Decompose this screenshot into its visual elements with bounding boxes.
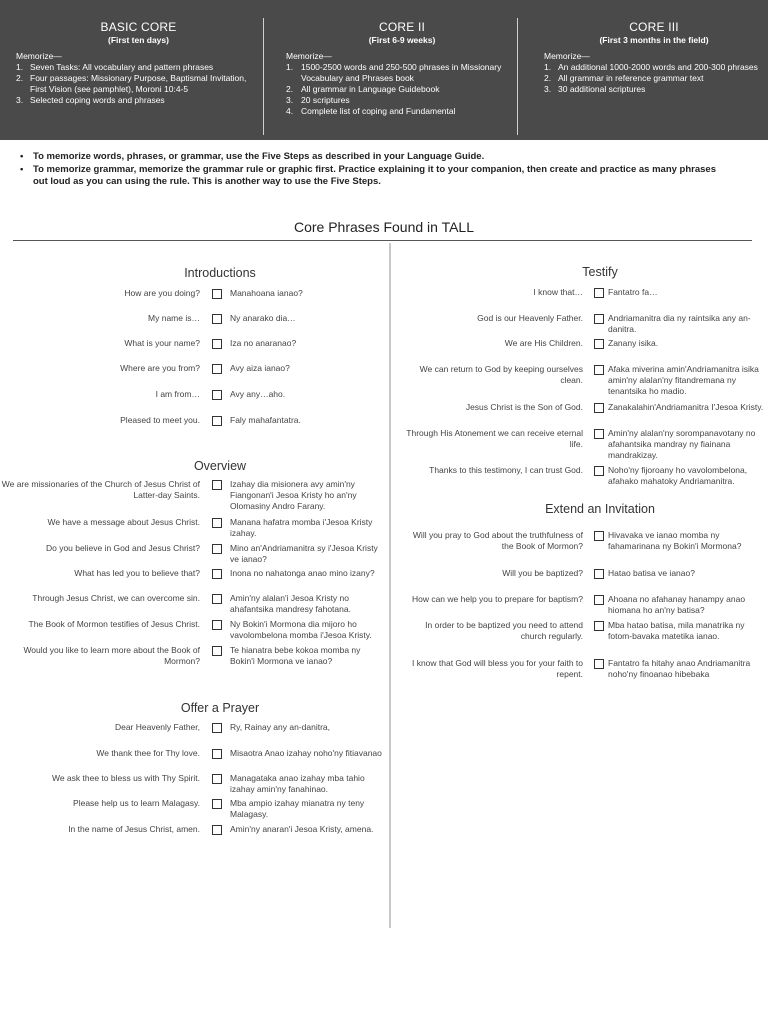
phrase-row [0,543,385,565]
list-item: 3. Selected coping words and phrases [16,95,165,105]
english-phrase: How are you doing? [124,288,200,298]
memorize-label: Memorize— [544,51,590,61]
checkbox[interactable] [212,289,222,299]
checkbox[interactable] [212,390,222,400]
malagasy-phrase: Manahoana ianao? [230,288,303,298]
core-subtitle: (First 6-9 weeks) [368,35,436,45]
section-title-extend-an-invitation: Extend an Invitation [545,502,655,516]
english-phrase: Please help us to learn Malagasy. [73,798,200,808]
section-title-offer-a-prayer: Offer a Prayer [180,701,260,715]
checkbox[interactable] [594,339,604,349]
english-phrase: Pleased to meet you. [120,415,200,425]
checkbox[interactable] [212,594,222,604]
list-item: 2. All grammar in reference grammar text [544,73,704,83]
english-phrase: I know that God will bless you for your faith to repent. [411,658,583,679]
phrase-row [400,287,768,298]
phrase-row [0,479,385,512]
checkbox[interactable] [594,595,604,605]
memorize-label: Memorize— [286,51,332,61]
memorize-label: Memorize— [16,51,62,61]
checkbox[interactable] [212,544,222,554]
malagasy-phrase: Amin'ny alalan'ny sorompanavotany no afahantsika mandray ny fiainana mandrakizay. [608,428,756,460]
list-item: 1. 1500-2500 words and 250-500 phrases in Missionary Vocabulary and Phrases book [286,62,502,83]
malagasy-phrase: Ny anarako dia… [230,313,296,323]
checkbox[interactable] [594,288,604,298]
list-item: 1. Seven Tasks: All vocabulary and pattern phrases [16,62,214,72]
checkbox[interactable] [212,480,222,490]
core-subtitle: (First 3 months in the field) [599,35,709,45]
list-item: • To memorize words, phrases, or grammar, use the Five Steps as described in your Language Guide. [20,151,485,162]
malagasy-phrase: Ahoana no afahanay hanampy anao hiomana ho an'ny batisa? [608,594,746,615]
phrase-row [400,402,768,413]
phrase-row [400,465,768,487]
checkbox[interactable] [594,403,604,413]
checkbox[interactable] [212,314,222,324]
phrase-row [0,593,385,615]
section-title-overview: Overview [193,459,247,473]
english-phrase: Where are you from? [120,363,200,373]
core-title: CORE III [629,20,679,34]
core-list [16,62,261,106]
english-phrase: We are His Children. [504,338,583,348]
english-phrase: I know that… [533,287,583,297]
list-item: 2. All grammar in Language Guidebook [286,84,440,94]
malagasy-phrase: Ny Bokin'i Mormona dia mijoro ho vavolombelona momba i'Jesoa Kristy. [230,619,372,640]
english-phrase: Do you believe in God and Jesus Christ? [45,543,200,553]
checkbox[interactable] [212,518,222,528]
phrase-row [0,773,385,795]
malagasy-phrase: Iza no anaranao? [230,338,297,348]
checkbox[interactable] [594,621,604,631]
phrase-row [0,313,385,324]
malagasy-phrase: Noho'ny fijoroany ho vavolombelona, afahako mahatoky Andriamanitra. [608,465,748,486]
list-item: 3. 20 scriptures [286,95,350,105]
core-ii-column [286,20,518,117]
column-divider [389,243,391,928]
checkbox[interactable] [594,659,604,669]
phrase-row [0,748,385,759]
phrase-row [400,530,768,552]
phrase-row [400,313,768,335]
checkbox[interactable] [594,569,604,579]
list-item: • To memorize grammar, memorize the grammar rule or graphic first. Practice explaining it to your companion, then create and practice as many phrases out loud as you can using the rule. This is another way to use the Five Steps. [20,164,716,187]
malagasy-phrase: Mino an'Andriamanitra sy i'Jesoa Kristy ve ianao? [230,543,378,564]
malagasy-phrase: Inona no nahatonga anao mino izany? [230,568,375,578]
checkbox[interactable] [212,799,222,809]
phrase-row [0,338,385,349]
english-phrase: In order to be baptized you need to attend church regularly. [425,620,583,641]
phrase-row [0,517,385,539]
list-item: 3. 30 additional scriptures [544,84,646,94]
malagasy-phrase: Fantatro fa… [608,287,658,297]
checkbox[interactable] [212,339,222,349]
page-title: Core Phrases Found in TALL [293,219,475,235]
english-phrase: My name is… [148,313,200,323]
english-phrase: We ask thee to bless us with Thy Spirit. [51,773,200,783]
malagasy-phrase: Misaotra Anao izahay noho'ny fitiavanao [230,748,382,758]
core-iii-column [544,20,764,95]
phrase-row [400,338,768,349]
phrase-row [400,620,768,642]
malagasy-phrase: Hatao batisa ve ianao? [608,568,695,578]
malagasy-phrase: Amin'ny anaran'i Jesoa Kristy, amena. [230,824,374,834]
malagasy-phrase: Andriamanitra dia ny raintsika any an-danitra. [608,313,751,334]
core-title: BASIC CORE [100,20,177,34]
section-title-introductions: Introductions [184,266,256,280]
phrase-row [0,389,385,400]
english-phrase: What has led you to believe that? [74,568,200,578]
checkbox[interactable] [594,531,604,541]
malagasy-phrase: Izahay dia misionera avy amin'ny Fiangonan'i Jesoa Kristy ho an'ny Olomasiny Andro Farany. [230,479,357,511]
phrase-row [0,363,385,374]
checkbox[interactable] [212,723,222,733]
phrase-row [0,824,385,835]
checkbox[interactable] [212,825,222,835]
phrase-row [0,798,385,820]
malagasy-phrase: Managataka anao izahay mba tahio izahay amin'ny fanahinao. [230,773,365,794]
malagasy-phrase: Avy any…aho. [230,389,286,399]
malagasy-phrase: Hivavaka ve ianao momba ny fahamarinana ny Bokin'i Mormona? [608,530,742,551]
malagasy-phrase: Te hianatra bebe kokoa momba ny Bokin'i Mormona ve ianao? [230,645,361,666]
list-item: 1. An additional 1000-2000 words and 200-300 phrases [544,62,758,72]
english-phrase: Would you like to learn more about the Book of Mormon? [23,645,200,666]
phrase-row [400,568,768,579]
malagasy-phrase: Ry, Rainay any an-danitra, [230,722,331,732]
english-phrase: I am from… [155,389,200,399]
english-phrase: Jesus Christ is the Son of God. [465,402,583,412]
phrase-row [0,415,385,426]
english-phrase: How can we help you to prepare for baptism? [411,594,583,604]
phrase-row [0,568,385,579]
core-subtitle: (First ten days) [108,35,169,45]
checkbox[interactable] [212,620,222,630]
malagasy-phrase: Afaka miverina amin'Andriamanitra isika amin'ny alalan'ny fitandremana ny tenantsika ho madio. [608,364,759,396]
basic-core-column [16,20,261,106]
english-phrase: Through Jesus Christ, we can overcome sin. [32,593,200,603]
checkbox[interactable] [594,314,604,324]
english-phrase: In the name of Jesus Christ, amen. [68,824,200,834]
core-title: CORE II [378,20,426,34]
english-phrase: What is your name? [124,338,200,348]
checkbox[interactable] [212,416,222,426]
english-phrase: Will you be baptized? [502,568,583,578]
phrase-row [0,722,385,733]
malagasy-phrase: Zanany isika. [608,338,659,348]
malagasy-phrase: Avy aiza ianao? [230,363,290,373]
list-item: 2. Four passages: Missionary Purpose, Baptismal Invitation, First Vision (see pamphlet), Moroni 10:4-5 [16,73,247,94]
instruction-bullets [20,151,720,189]
checkbox[interactable] [594,365,604,375]
malagasy-phrase: Faly mahafantatra. [230,415,301,425]
english-phrase: Thanks to this testimony, I can trust God. [429,465,583,475]
phrase-row [0,619,385,641]
column-divider [263,18,264,135]
english-phrase: Will you pray to God about the truthfulness of the Book of Mormon? [412,530,583,551]
phrase-row [0,645,385,667]
malagasy-phrase: Manana hafatra momba i'Jesoa Kristy izahay. [230,517,373,538]
malagasy-phrase: Fantatro fa hitahy anao Andriamanitra noho'ny finoanao hibebaka [608,658,751,679]
malagasy-phrase: Zanakalahin'Andriamanitra I'Jesoa Kristy. [608,402,764,412]
checkbox[interactable] [212,364,222,374]
section-title-testify: Testify [582,265,618,279]
horizontal-divider [13,240,752,241]
core-header-band [0,0,768,140]
phrase-row [400,658,768,680]
phrase-row [0,288,385,299]
english-phrase: The Book of Mormon testifies of Jesus Christ. [28,619,200,629]
checkbox[interactable] [594,429,604,439]
english-phrase: Through His Atonement we can receive eternal life. [406,428,583,449]
phrase-row [400,428,768,461]
english-phrase: We can return to God by keeping ourselves clean. [419,364,583,385]
column-divider [517,18,518,135]
phrase-row [400,594,768,616]
checkbox[interactable] [212,774,222,784]
checkbox[interactable] [212,749,222,759]
phrase-row [400,364,768,397]
core-list [544,62,764,95]
english-phrase: We are missionaries of the Church of Jesus Christ of Latter-day Saints. [1,479,200,500]
malagasy-phrase: Amin'ny alalan'i Jesoa Kristy no ahafantsika mandresy fahotana. [230,593,351,614]
malagasy-phrase: Mba ampio izahay mianatra ny teny Malagasy. [230,798,365,819]
checkbox[interactable] [212,646,222,656]
checkbox[interactable] [212,569,222,579]
english-phrase: We thank thee for Thy love. [96,748,200,758]
english-phrase: God is our Heavenly Father. [477,313,583,323]
english-phrase: We have a message about Jesus Christ. [47,517,200,527]
list-item: 4. Complete list of coping and Fundamental [286,106,456,116]
malagasy-phrase: Mba hatao batisa, mila manatrika ny fotom-bavaka matetika ianao. [608,620,745,641]
english-phrase: Dear Heavenly Father, [114,722,200,732]
checkbox[interactable] [594,466,604,476]
core-list [286,62,518,117]
